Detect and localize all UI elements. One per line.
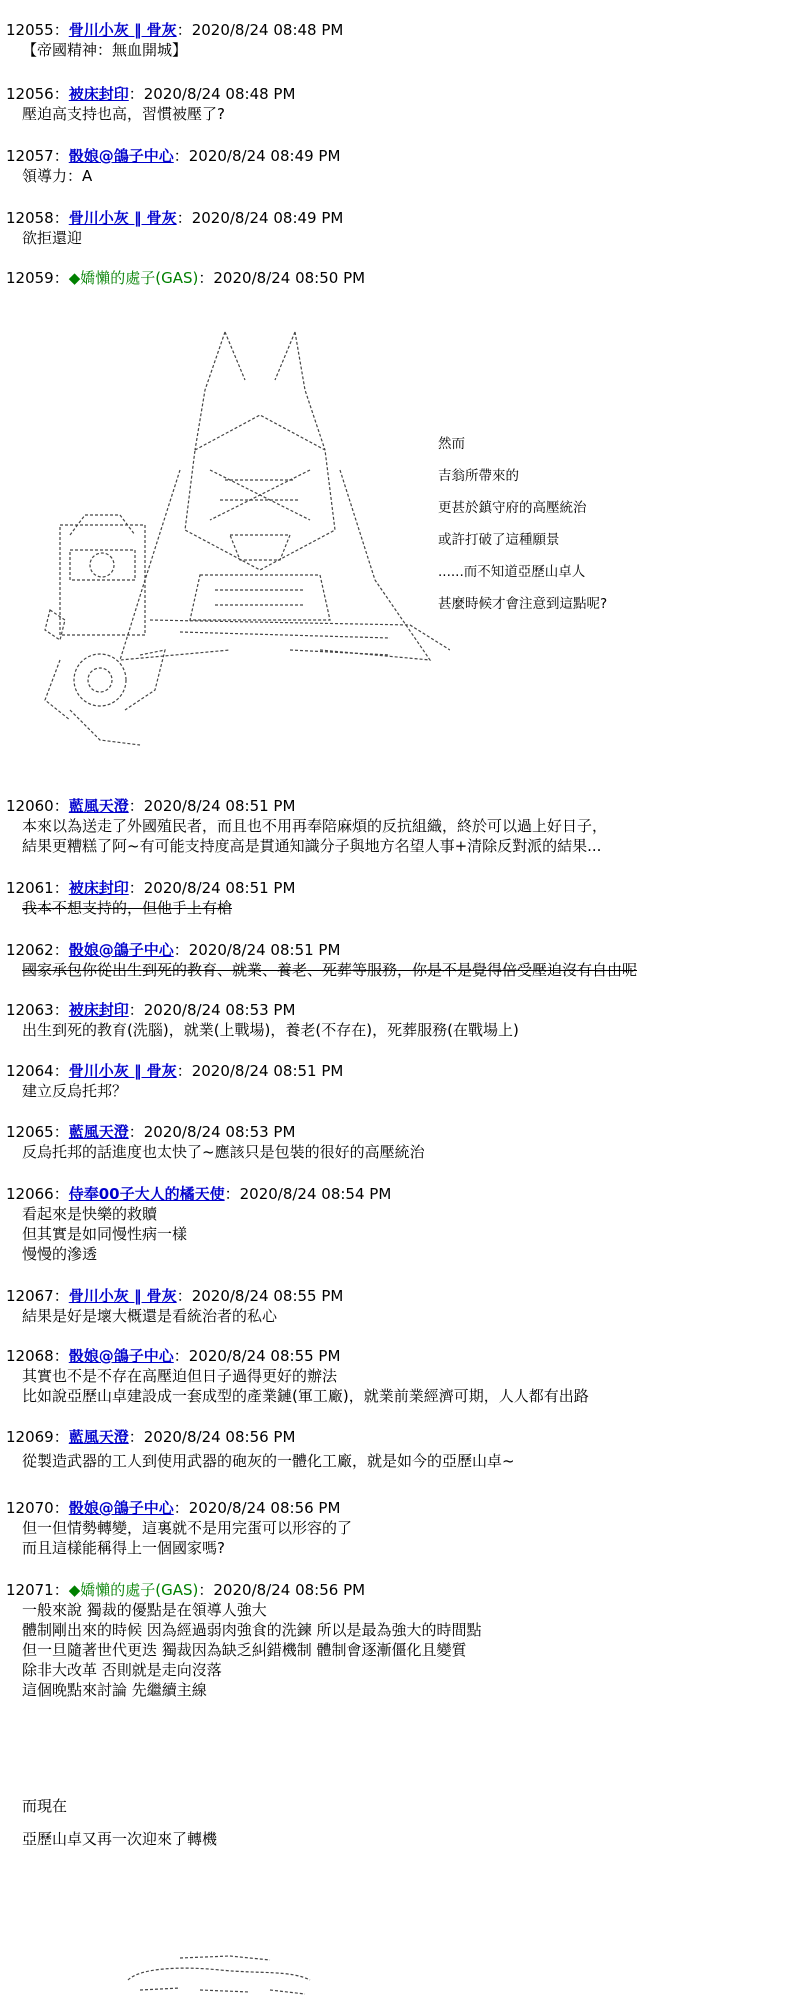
- post-timestamp: ：2020/8/24 08:55 PM: [176, 1287, 344, 1305]
- post-number: 12064: [6, 1062, 54, 1080]
- post-text-struck: 我本不想支持的，但他手上有槍: [22, 899, 233, 917]
- post-text: 結果更糟糕了阿~有可能支持度高是貫通知識分子與地方名望人事+清除反對派的結果...: [22, 837, 602, 855]
- poster-name-link[interactable]: 骰娘@鴿子中心: [68, 941, 174, 959]
- post-timestamp: ：2020/8/24 08:49 PM: [173, 147, 341, 165]
- post-text: 結果是好是壞大概還是看統治者的私心: [22, 1307, 278, 1325]
- poster-name-link[interactable]: 骨川小灰 ‖ 骨灰: [68, 1062, 177, 1080]
- story-line: ......而不知道亞歷山卓人: [438, 564, 586, 580]
- post-12069: 12069：藍風天澄：2020/8/24 08:56 PM 從製造武器的工人到使用武器的砲灰的一體化工廠，就是如今的亞歷山卓~: [6, 1427, 786, 1471]
- post-text: 除非大改革 否則就是走向沒落: [22, 1661, 222, 1679]
- poster-name-link[interactable]: 侍奉00子大人的橘天使: [68, 1185, 225, 1203]
- post-text: 而且這樣能稱得上一個國家嗎?: [22, 1539, 225, 1557]
- post-timestamp: ：2020/8/24 08:55 PM: [173, 1347, 341, 1365]
- post-number: 12060: [6, 797, 54, 815]
- post-12059: 12059：◆嬌懶的處子(GAS)：2020/8/24 08:50 PM: [6, 269, 366, 287]
- post-text: 體制剛出來的時候 因為經過弱肉強食的洗鍊 所以是最為強大的時間點: [22, 1621, 482, 1639]
- post-12061: 12061：被床封印：2020/8/24 08:51 PM 我本不想支持的，但他手上有槍: [6, 878, 786, 918]
- post-12055: 12055：骨川小灰 ‖ 骨灰：2020/8/24 08:48 PM 【帝國精神：無血開城】: [6, 20, 786, 60]
- post-timestamp: ：2020/8/24 08:48 PM: [128, 85, 296, 103]
- poster-name-link[interactable]: 被床封印: [68, 879, 129, 897]
- post-number: 12057: [6, 147, 54, 165]
- poster-name-link[interactable]: 藍風天澄: [68, 1428, 129, 1446]
- post-12066: 12066：侍奉00子大人的橘天使：2020/8/24 08:54 PM 看起來是快樂的救贖 但其實是如同慢性病一樣 慢慢的滲透: [6, 1184, 786, 1264]
- post-text-struck: 國家承包你從出生到死的教育、就業、養老、死葬等服務，你是不是覺得倍受壓迫沒有自由呢: [22, 961, 638, 979]
- post-text: 壓迫高支持也高，習慣被壓了?: [22, 105, 225, 123]
- post-12057: 12057：骰娘@鴿子中心：2020/8/24 08:49 PM 領導力：A: [6, 146, 786, 186]
- narration-line: 亞歷山卓又再一次迎來了轉機: [22, 1830, 218, 1848]
- post-number: 12071: [6, 1581, 54, 1599]
- post-text: 但一旦隨著世代更迭 獨裁因為缺乏糾錯機制 體制會逐漸僵化且變質: [22, 1641, 467, 1659]
- ascii-art-robot: [30, 320, 450, 760]
- post-text: 慢慢的滲透: [22, 1245, 98, 1263]
- poster-name-link[interactable]: 骨川小灰 ‖ 骨灰: [68, 1287, 177, 1305]
- story-text: [438, 428, 607, 620]
- poster-name-link[interactable]: 骨川小灰 ‖ 骨灰: [68, 209, 177, 227]
- post-number: 12065: [6, 1123, 54, 1141]
- post-number: 12062: [6, 941, 54, 959]
- post-text: 建立反烏托邦？: [22, 1082, 128, 1100]
- poster-name-link[interactable]: 藍風天澄: [68, 797, 129, 815]
- ascii-art-bottom: [120, 1950, 320, 2000]
- narration-line: 而現在: [22, 1797, 68, 1815]
- post-12070: 12070：骰娘@鴿子中心：2020/8/24 08:56 PM 但一但情勢轉變，這裏就不是用完蛋可以形容的了 而且這樣能稱得上一個國家嗎?: [6, 1498, 786, 1558]
- story-line: 吉翁所帶來的: [438, 468, 519, 484]
- post-12063: 12063：被床封印：2020/8/24 08:53 PM 出生到死的教育(洗腦)，就業(上戰場)，養老(不存在)，死葬服務(在戰場上): [6, 1000, 786, 1040]
- post-12060: 12060：藍風天澄：2020/8/24 08:51 PM 本來以為送走了外國殖民者，而且也不用再奉陪麻煩的反抗組織，終於可以過上好日子， 結果更糟糕了阿~有可能支持度高是貫通知識分子與地方名望人事+清除反對派的結果...: [6, 796, 786, 856]
- story-line: 或許打破了這種願景: [438, 532, 560, 548]
- post-text: 其實也不是不存在高壓迫但日子過得更好的辦法: [22, 1367, 338, 1385]
- post-timestamp: ：2020/8/24 08:51 PM: [128, 879, 296, 897]
- post-timestamp: ：2020/8/24 08:51 PM: [173, 941, 341, 959]
- post-number: 12056: [6, 85, 54, 103]
- story-line: 甚麼時候才會注意到這點呢?: [438, 596, 608, 612]
- poster-name-link[interactable]: 被床封印: [68, 1001, 129, 1019]
- ascii-art-bottom-drawing: [120, 1950, 320, 2000]
- post-text: 出生到死的教育(洗腦)，就業(上戰場)，養老(不存在)，死葬服務(在戰場上): [22, 1021, 519, 1039]
- post-number: 12058: [6, 209, 54, 227]
- post-text: 反烏托邦的話進度也太快了~應該只是包裝的很好的高壓統治: [22, 1143, 425, 1161]
- poster-name-link[interactable]: 骰娘@鴿子中心: [68, 147, 174, 165]
- post-number: 12066: [6, 1185, 54, 1203]
- post-number: 12061: [6, 879, 54, 897]
- post-12071: 12071：◆嬌懶的處子(GAS)：2020/8/24 08:56 PM 一般來說 獨裁的優點是在領導人強大 體制剛出來的時候 因為經過弱肉強食的洗鍊 所以是最為強大的時間點 但一旦隨著世代更迭 獨裁因為缺乏糾錯機制 體制會逐漸僵化且變質 除非大改革 否則就是走向沒落 這個晚點來討論 先繼續主線: [6, 1580, 786, 1700]
- post-number: 12059: [6, 269, 54, 287]
- post-text: 一般來說 獨裁的優點是在領導人強大: [22, 1601, 267, 1619]
- poster-name-link[interactable]: 骰娘@鴿子中心: [68, 1499, 174, 1517]
- story-line: 然而: [438, 436, 465, 452]
- post-timestamp: ：2020/8/24 08:49 PM: [176, 209, 344, 227]
- post-timestamp: ：2020/8/24 08:51 PM: [176, 1062, 344, 1080]
- post-timestamp: ：2020/8/24 08:50 PM: [198, 269, 366, 287]
- post-timestamp: ：2020/8/24 08:48 PM: [176, 21, 344, 39]
- post-text: 但一但情勢轉變，這裏就不是用完蛋可以形容的了: [22, 1519, 353, 1537]
- post-number: 12070: [6, 1499, 54, 1517]
- post-12058: 12058：骨川小灰 ‖ 骨灰：2020/8/24 08:49 PM 欲拒還迎: [6, 208, 786, 248]
- post-text: 從製造武器的工人到使用武器的砲灰的一體化工廠，就是如今的亞歷山卓~: [22, 1452, 515, 1470]
- post-text: 欲拒還迎: [22, 229, 83, 247]
- poster-name-link[interactable]: 藍風天澄: [68, 1123, 129, 1141]
- post-timestamp: ：2020/8/24 08:51 PM: [128, 797, 296, 815]
- post-timestamp: ：2020/8/24 08:53 PM: [128, 1123, 296, 1141]
- poster-name-link[interactable]: 被床封印: [68, 85, 129, 103]
- post-text: 看起來是快樂的救贖: [22, 1205, 158, 1223]
- post-text: 比如說亞歷山卓建設成一套成型的產業鏈(軍工廠)，就業前業經濟可期，人人都有出路: [22, 1387, 589, 1405]
- post-text: 【帝國精神：無血開城】: [22, 41, 188, 59]
- post-12056: 12056：被床封印：2020/8/24 08:48 PM 壓迫高支持也高，習慣被壓了?: [6, 84, 786, 124]
- post-number: 12055: [6, 21, 54, 39]
- post-timestamp: ：2020/8/24 08:53 PM: [128, 1001, 296, 1019]
- poster-name-link[interactable]: 骨川小灰 ‖ 骨灰: [68, 21, 177, 39]
- post-text: 本來以為送走了外國殖民者，而且也不用再奉陪麻煩的反抗組織，終於可以過上好日子，: [22, 817, 608, 835]
- ascii-art-robot-drawing: [30, 320, 450, 760]
- post-text: 領導力：A: [22, 167, 93, 185]
- story-line: 更甚於鎮守府的高壓統治: [438, 500, 587, 516]
- post-timestamp: ：2020/8/24 08:56 PM: [128, 1428, 296, 1446]
- post-timestamp: ：2020/8/24 08:56 PM: [198, 1581, 366, 1599]
- post-12067: 12067：骨川小灰 ‖ 骨灰：2020/8/24 08:55 PM 結果是好是壞大概還是看統治者的私心: [6, 1286, 786, 1326]
- poster-name-link[interactable]: 骰娘@鴿子中心: [68, 1347, 174, 1365]
- post-text: 這個晚點來討論 先繼續主線: [22, 1681, 207, 1699]
- post-12065: 12065：藍風天澄：2020/8/24 08:53 PM 反烏托邦的話進度也太快了~應該只是包裝的很好的高壓統治: [6, 1122, 786, 1162]
- post-12068: 12068：骰娘@鴿子中心：2020/8/24 08:55 PM 其實也不是不存在高壓迫但日子過得更好的辦法 比如說亞歷山卓建設成一套成型的產業鏈(軍工廠)，就業前業經濟可期，人人都有出路: [6, 1346, 786, 1406]
- post-text: 但其實是如同慢性病一樣: [22, 1225, 188, 1243]
- post-number: 12063: [6, 1001, 54, 1019]
- post-number: 12069: [6, 1428, 54, 1446]
- post-12062: 12062：骰娘@鴿子中心：2020/8/24 08:51 PM 國家承包你從出生到死的教育、就業、養老、死葬等服務，你是不是覺得倍受壓迫沒有自由呢: [6, 940, 786, 980]
- post-timestamp: ：2020/8/24 08:56 PM: [173, 1499, 341, 1517]
- post-timestamp: ：2020/8/24 08:54 PM: [224, 1185, 392, 1203]
- poster-name-link[interactable]: ◆嬌懶的處子(GAS): [68, 1581, 199, 1599]
- post-number: 12068: [6, 1347, 54, 1365]
- poster-name-link[interactable]: ◆嬌懶的處子(GAS): [68, 269, 199, 287]
- post-12064: 12064：骨川小灰 ‖ 骨灰：2020/8/24 08:51 PM 建立反烏托邦？: [6, 1061, 786, 1101]
- post-number: 12067: [6, 1287, 54, 1305]
